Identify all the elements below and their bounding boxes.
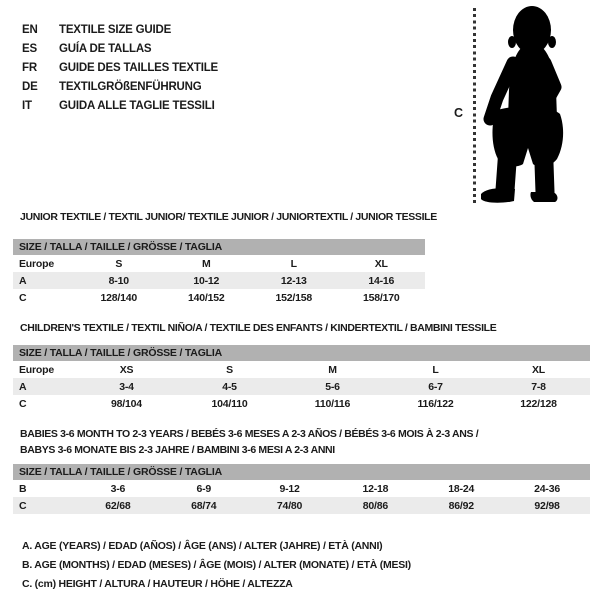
table-row bbox=[13, 378, 590, 395]
row-label: Europe bbox=[19, 363, 54, 376]
size-cell: 9-12 bbox=[279, 482, 300, 495]
size-cell: 7-8 bbox=[531, 380, 546, 393]
babies-title-line-1: BABIES 3-6 MONTH TO 2-3 YEARS / BEBÉS 3-6 MESES A 2-3 AÑOS / BÉBÉS 3-6 MOIS À 2-3 ANS / bbox=[20, 428, 479, 440]
row-label: Europe bbox=[19, 257, 54, 270]
language-label: GUÍA DE TALLAS bbox=[59, 43, 152, 55]
language-row-en bbox=[22, 21, 218, 40]
language-code: IT bbox=[22, 100, 32, 112]
size-cell: 128/140 bbox=[100, 291, 138, 304]
note-height-cm: C. (cm) HEIGHT / ALTURA / HAUTEUR / HÖHE / ALTEZZA bbox=[22, 578, 293, 590]
row-label: C bbox=[19, 397, 27, 410]
table-row bbox=[13, 361, 590, 378]
size-cell: 158/170 bbox=[362, 291, 400, 304]
size-cell: 110/116 bbox=[314, 397, 351, 410]
size-cell: XS bbox=[119, 363, 134, 376]
size-cell: 8-10 bbox=[108, 274, 129, 287]
language-code: EN bbox=[22, 24, 38, 36]
size-cell: 80/86 bbox=[362, 499, 389, 512]
language-code: ES bbox=[22, 43, 37, 55]
size-cell: 12-13 bbox=[280, 274, 307, 287]
babies-section-title bbox=[20, 426, 478, 458]
table-row bbox=[13, 255, 425, 272]
language-row-it bbox=[22, 97, 218, 116]
size-cell: XL bbox=[374, 257, 388, 270]
language-label: GUIDE DES TAILLES TEXTILE bbox=[59, 62, 218, 74]
junior-section-title: JUNIOR TEXTILE / TEXTIL JUNIOR/ TEXTILE JUNIOR / JUNIORTEXTIL / JUNIOR TESSILE bbox=[20, 211, 437, 223]
size-cell: 152/158 bbox=[275, 291, 313, 304]
note-age-months: B. AGE (MONTHS) / EDAD (MESES) / ÂGE (MOIS) / ALTER (MONATE) / ETÀ (MESI) bbox=[22, 559, 411, 571]
language-label: TEXTILE SIZE GUIDE bbox=[59, 24, 172, 36]
size-cell: S bbox=[226, 363, 233, 376]
language-code: FR bbox=[22, 62, 37, 74]
size-cell: 10-12 bbox=[193, 274, 220, 287]
language-label: TEXTILGRÖßENFÜHRUNG bbox=[59, 81, 202, 93]
size-cell: 6-9 bbox=[196, 482, 212, 495]
legend-notes bbox=[22, 537, 411, 594]
table-row bbox=[13, 480, 590, 497]
size-cell: 62/68 bbox=[105, 499, 131, 512]
size-cell: 24-36 bbox=[534, 482, 560, 495]
size-cell: 6-7 bbox=[428, 380, 443, 393]
language-row-de bbox=[22, 78, 218, 97]
size-cell: 5-6 bbox=[325, 380, 340, 393]
size-cell: 18-24 bbox=[448, 482, 475, 495]
size-cell: 122/128 bbox=[520, 397, 557, 410]
size-cell: 140/152 bbox=[187, 291, 225, 304]
size-cell: M bbox=[328, 363, 337, 376]
size-cell: 12-18 bbox=[362, 482, 389, 495]
junior-size-table bbox=[13, 239, 425, 306]
baby-silhouette-icon bbox=[473, 0, 591, 212]
row-label: A bbox=[19, 380, 27, 393]
table-row bbox=[13, 395, 590, 412]
babies-title-line-2: BABYS 3-6 MONATE BIS 2-3 JAHRE / BAMBINI 3-6 MESI A 2-3 ANNI bbox=[20, 444, 335, 456]
size-header-bar: SIZE / TALLA / TAILLE / GRÖSSE / TAGLIA bbox=[13, 464, 590, 480]
table-row bbox=[13, 289, 425, 306]
size-cell: 3-4 bbox=[119, 380, 134, 393]
size-cell: L bbox=[290, 257, 297, 270]
row-label: A bbox=[19, 274, 27, 287]
babies-size-table bbox=[13, 464, 590, 514]
size-cell: 68/74 bbox=[191, 499, 217, 512]
row-label: B bbox=[19, 482, 27, 495]
row-label: C bbox=[19, 499, 27, 512]
size-cell: 74/80 bbox=[276, 499, 303, 512]
table-row bbox=[13, 497, 590, 514]
size-cell: 104/110 bbox=[211, 397, 248, 410]
size-cell: 14-16 bbox=[368, 274, 395, 287]
row-label: C bbox=[19, 291, 27, 304]
language-row-es bbox=[22, 40, 218, 59]
note-age-years: A. AGE (YEARS) / EDAD (AÑOS) / ÂGE (ANS) / ALTER (JAHRE) / ETÀ (ANNI) bbox=[22, 540, 383, 552]
language-row-fr bbox=[22, 59, 218, 78]
size-cell: 98/104 bbox=[111, 397, 142, 410]
language-code: DE bbox=[22, 81, 38, 93]
size-cell: M bbox=[201, 257, 211, 270]
size-header-bar: SIZE / TALLA / TAILLE / GRÖSSE / TAGLIA bbox=[13, 239, 425, 255]
table-row bbox=[13, 272, 425, 289]
size-cell: 3-6 bbox=[110, 482, 126, 495]
size-cell: S bbox=[115, 257, 123, 270]
size-cell: 86/92 bbox=[448, 499, 474, 512]
size-header-bar: SIZE / TALLA / TAILLE / GRÖSSE / TAGLIA bbox=[13, 345, 590, 361]
children-size-table bbox=[13, 345, 590, 412]
height-measure-label: C bbox=[454, 106, 464, 120]
size-cell: 92/98 bbox=[534, 499, 560, 512]
language-guide bbox=[22, 21, 218, 116]
size-cell: 4-5 bbox=[222, 380, 237, 393]
language-label: GUIDA ALLE TAGLIE TESSILI bbox=[59, 100, 215, 112]
size-cell: XL bbox=[531, 363, 546, 376]
size-cell: 116/122 bbox=[417, 397, 454, 410]
size-cell: L bbox=[432, 363, 439, 376]
children-section-title: CHILDREN'S TEXTILE / TEXTIL NIÑO/A / TEXTILE DES ENFANTS / KINDERTEXTIL / BAMBINI TESSILE bbox=[20, 322, 497, 334]
